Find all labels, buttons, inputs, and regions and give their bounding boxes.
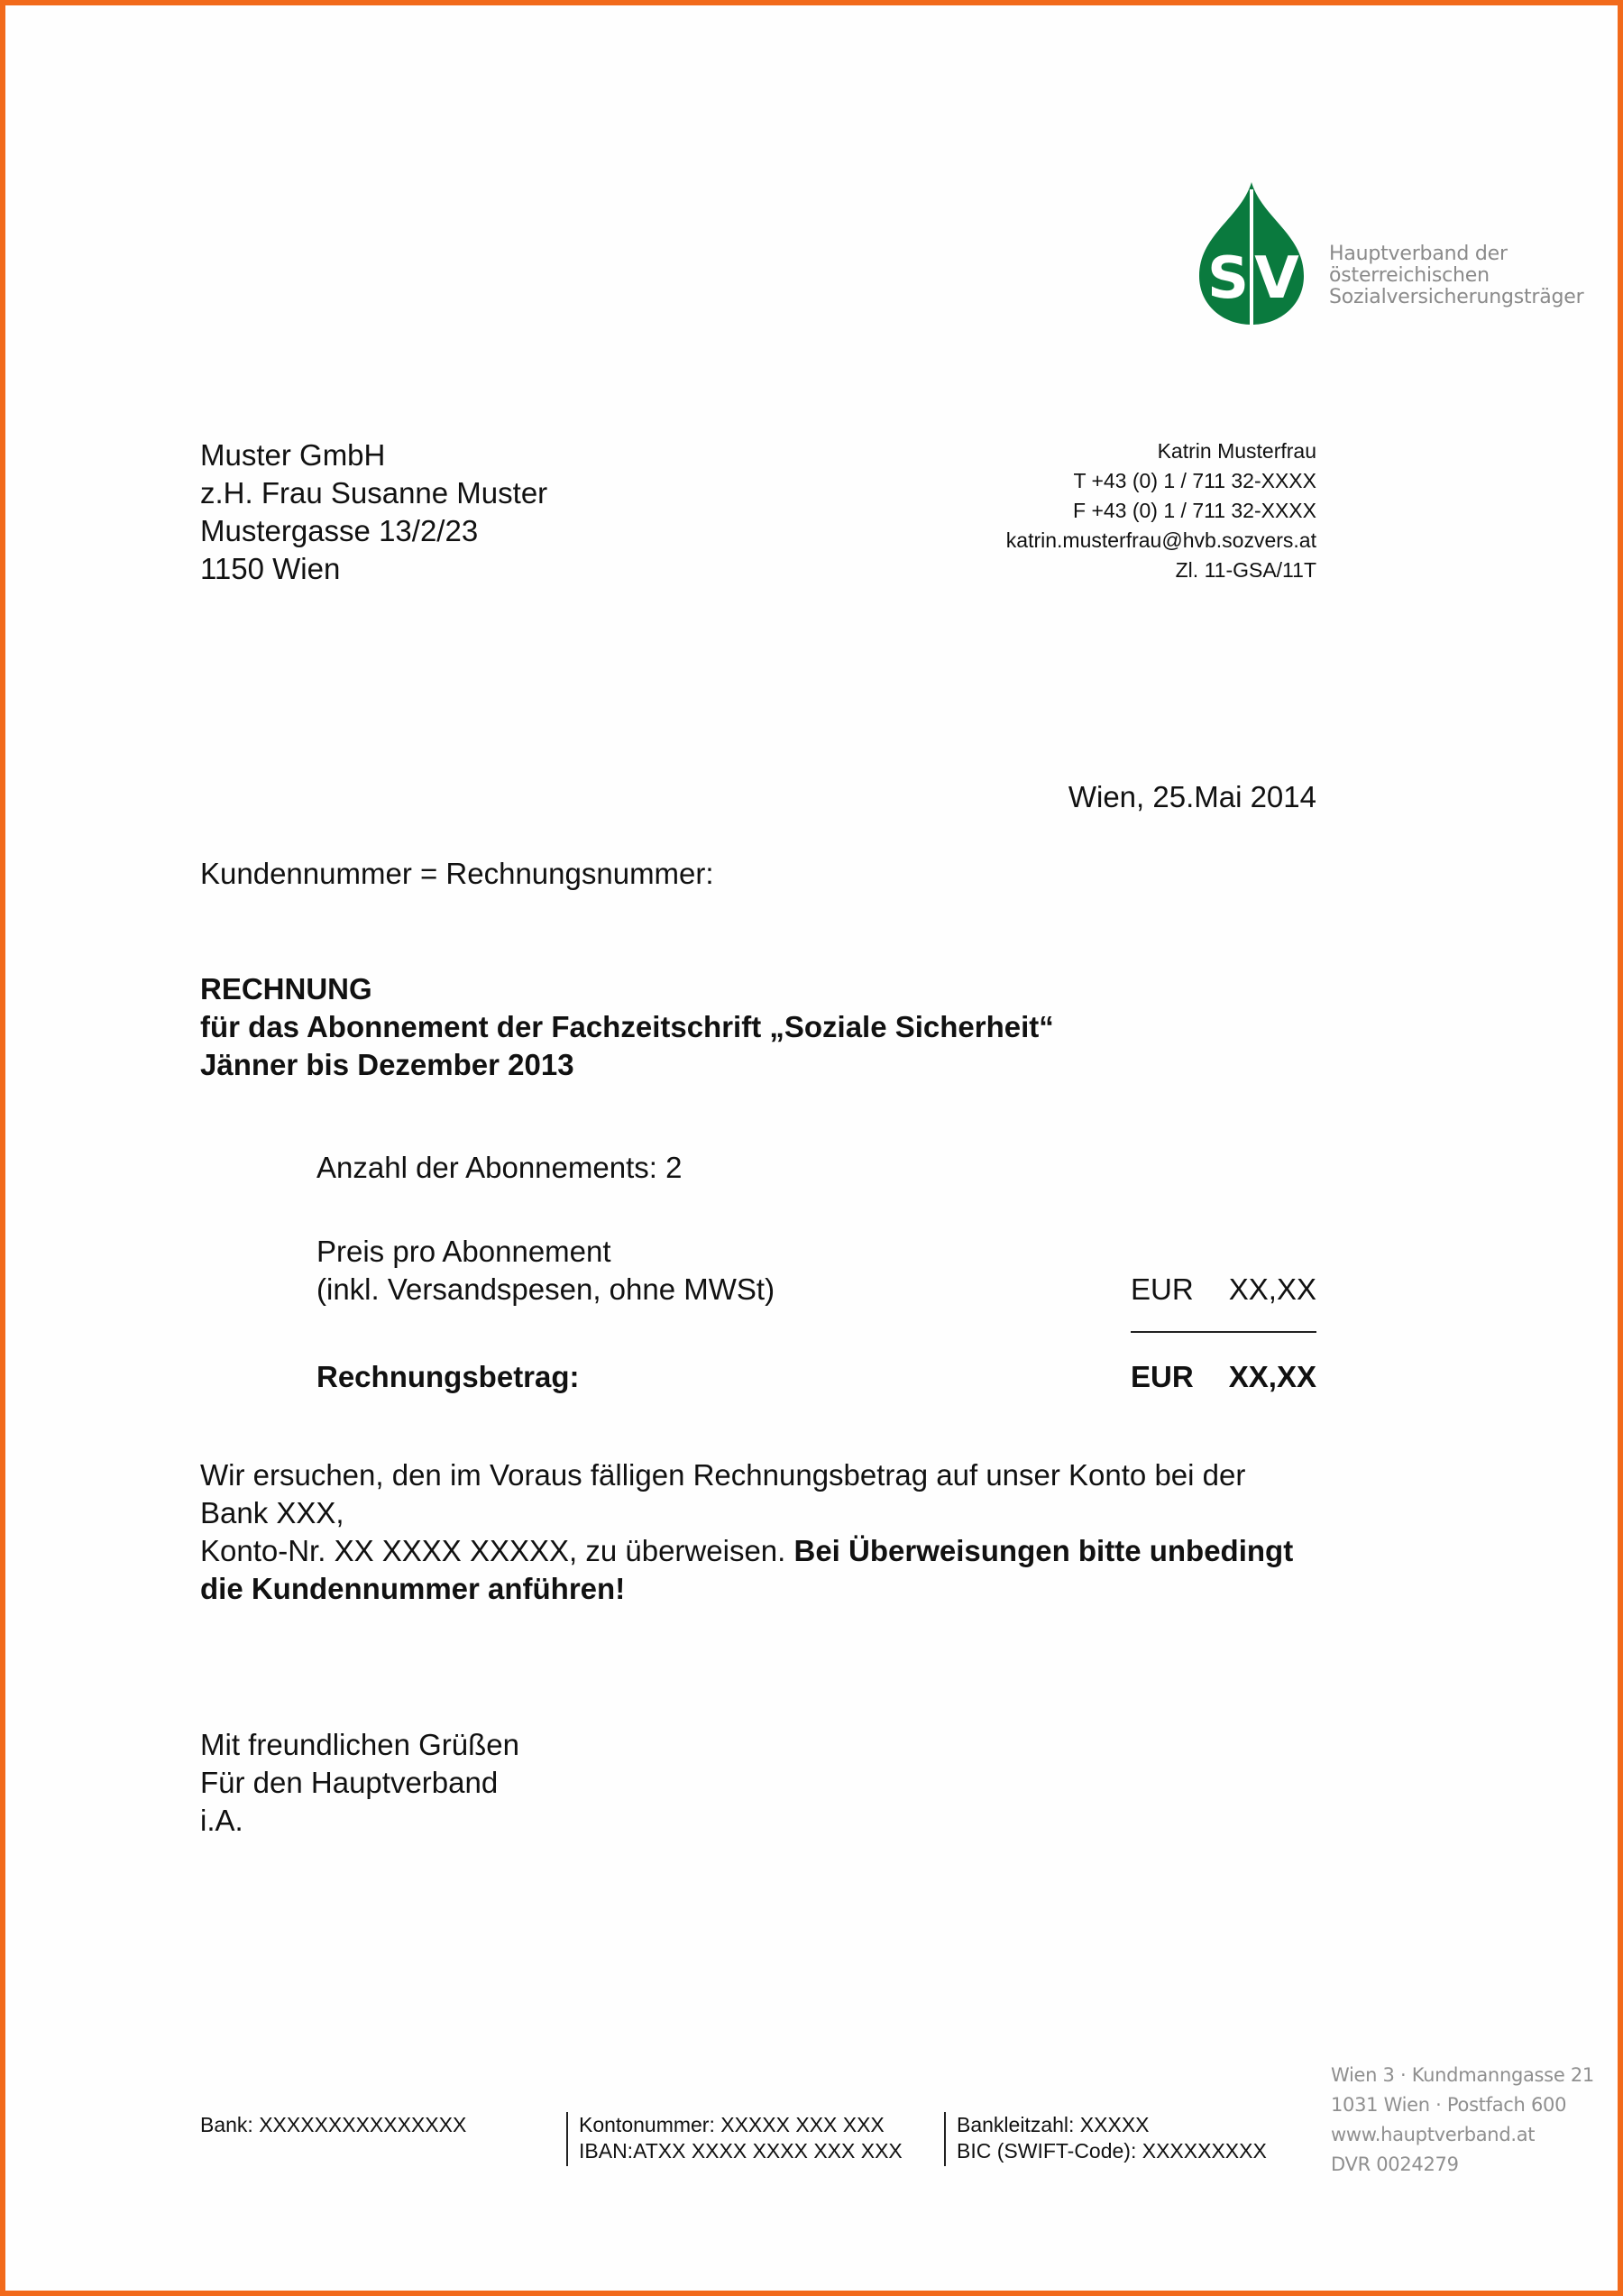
recipient-line: z.H. Frau Susanne Muster <box>200 476 548 510</box>
invoice-title: RECHNUNG <box>200 972 372 1006</box>
invoice-period: Jänner bis Dezember 2013 <box>200 1048 574 1081</box>
recipient-address <box>200 436 547 588</box>
payment-account-text: Konto-Nr. XX XXXX XXXXX, zu überweisen. <box>200 1534 786 1567</box>
brand-name <box>1329 243 1583 308</box>
brand-name-line: österreichischen <box>1329 264 1490 287</box>
total-value: XX,XX <box>1228 1360 1316 1393</box>
footer-bic: BIC (SWIFT-Code): XXXXXXXXX <box>957 2139 1267 2163</box>
payment-line: Wir ersuchen, den im Voraus fälligen Rechnungsbetrag auf unser Konto bei der <box>200 1458 1246 1492</box>
brand-name-line: Sozialversicherungsträger <box>1329 286 1584 308</box>
office-line: Wien 3 · Kundmanngasse 21 <box>1331 2064 1594 2086</box>
footer-bank-code: Bankleitzahl: XXXXX <box>957 2113 1150 2136</box>
footer-account-number: Kontonummer: XXXXX XXX XXX <box>579 2113 885 2136</box>
letter-date: Wien, 25.Mai 2014 <box>1068 780 1316 813</box>
contact-reference: Zl. 11-GSA/11T <box>1175 558 1316 582</box>
office-line: 1031 Wien · Postfach 600 <box>1331 2094 1567 2116</box>
contact-email: katrin.musterfrau@hvb.sozvers.at <box>1005 528 1316 552</box>
footer-account <box>579 2112 903 2164</box>
closing <box>200 1726 519 1840</box>
subscription-count: Anzahl der Abonnements: 2 <box>316 1151 683 1184</box>
contact-phone: T +43 (0) 1 / 711 32-XXXX <box>1073 469 1316 492</box>
closing-line: i.A. <box>200 1804 243 1837</box>
office-website: www.hauptverband.at <box>1331 2124 1536 2145</box>
closing-line: Mit freundlichen Grüßen <box>200 1728 519 1761</box>
customer-number-label: Kundennummer = Rechnungsnummer: <box>200 857 714 890</box>
footer-bank-codes <box>957 2112 1267 2164</box>
contact-name: Katrin Musterfrau <box>1157 439 1316 463</box>
office-line: DVR 0024279 <box>1331 2154 1459 2175</box>
payment-line: Bank XXX, <box>200 1496 344 1529</box>
sv-drop-logo-icon <box>1196 182 1313 326</box>
footer-divider <box>944 2112 946 2166</box>
recipient-line: Mustergasse 13/2/23 <box>200 514 479 547</box>
brand-name-line: Hauptverband der <box>1329 243 1508 265</box>
contact-fax: F +43 (0) 1 / 711 32-XXXX <box>1073 499 1316 522</box>
payment-emphasis: Bei Überweisungen bitte unbedingt <box>793 1534 1294 1567</box>
sum-divider <box>1131 1331 1316 1333</box>
payment-line <box>200 1570 1327 1608</box>
footer-divider <box>566 2112 568 2166</box>
payment-instructions <box>200 1456 1327 1608</box>
closing-line: Für den Hauptverband <box>200 1766 499 1799</box>
price-label-line: Preis pro Abonnement <box>316 1235 611 1268</box>
total-amount <box>1131 1358 1316 1396</box>
invoice-heading <box>200 970 1054 1084</box>
price-amount <box>1131 1271 1316 1309</box>
invoice-subject: für das Abonnement der Fachzeitschrift „Soziale Sicherheit“ <box>200 1010 1054 1043</box>
price-label <box>316 1233 775 1309</box>
footer-office <box>1331 2061 1594 2180</box>
logo-letter-v: V <box>1254 245 1299 312</box>
price-value: XX,XX <box>1228 1272 1316 1306</box>
payment-emphasis: die Kundennummer anführen! <box>200 1572 626 1605</box>
sv-logo <box>1196 182 1584 326</box>
recipient-line: Muster GmbH <box>200 438 386 472</box>
price-currency: EUR <box>1131 1272 1194 1306</box>
total-label: Rechnungsbetrag: <box>316 1360 580 1393</box>
footer-iban: IBAN:ATXX XXXX XXXX XXX XXX <box>579 2139 903 2163</box>
sender-contact <box>907 436 1316 585</box>
footer-bank: Bank: XXXXXXXXXXXXXXX <box>200 2113 467 2136</box>
total-currency: EUR <box>1131 1360 1194 1393</box>
recipient-line: 1150 Wien <box>200 552 341 585</box>
payment-line <box>200 1532 1327 1570</box>
logo-letter-s: S <box>1206 245 1250 312</box>
price-label-line: (inkl. Versandspesen, ohne MWSt) <box>316 1272 775 1306</box>
